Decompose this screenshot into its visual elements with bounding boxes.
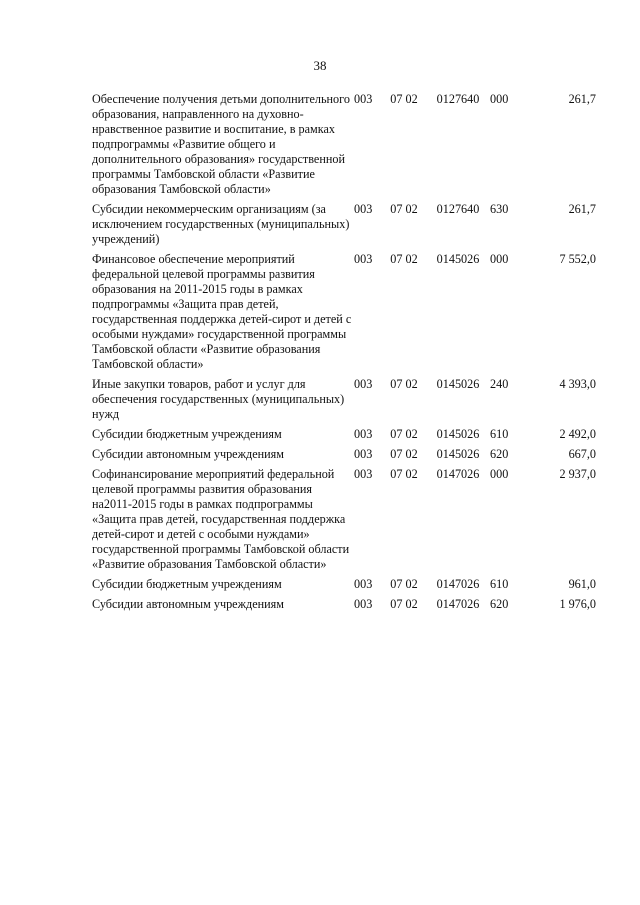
cell-name: Субсидии автономным учреждениям <box>92 597 284 611</box>
cell-name: Обеспечение получения детьми дополнительного образования, направленного на духовно-нравственное развитие и воспитание, в рамках подпрограммы «Развитие общего и дополнительного образования» государственной программы Тамбовской области «Развитие образования Тамбовской области» <box>92 92 350 196</box>
table-row <box>92 577 596 597</box>
cell-sum: 7 552,0 <box>559 252 596 266</box>
cell-sum: 2 937,0 <box>559 467 596 481</box>
cell-vr: 610 <box>490 577 509 591</box>
budget-table <box>92 92 596 617</box>
cell-vr: 000 <box>490 252 509 266</box>
cell-ved: 003 <box>354 427 373 441</box>
cell-ved: 003 <box>354 92 373 106</box>
cell-name: Финансовое обеспечение мероприятий федеральной целевой программы развития образования на 2011-2015 годы в рамках подпрограммы «Защита прав детей, государственная поддержка детей-сирот и детей с особыми нуждами» государственной программы Тамбовской области «Развитие образования Тамбовской области» <box>92 252 352 371</box>
cell-csr: 0127640 <box>436 202 480 216</box>
cell-ved: 003 <box>354 447 373 461</box>
cell-rz: 07 02 <box>390 427 418 441</box>
cell-name: Субсидии бюджетным учреждениям <box>92 427 282 441</box>
cell-sum: 4 393,0 <box>559 377 596 391</box>
cell-csr: 0145026 <box>436 447 480 461</box>
cell-sum: 961,0 <box>568 577 596 591</box>
cell-vr: 240 <box>490 377 509 391</box>
cell-rz: 07 02 <box>390 447 418 461</box>
cell-rz: 07 02 <box>390 92 418 106</box>
cell-name: Субсидии некоммерческим организациям (за исключением государственных (муниципальных) учреждений) <box>92 202 350 246</box>
cell-sum: 2 492,0 <box>559 427 596 441</box>
cell-name: Субсидии автономным учреждениям <box>92 447 284 461</box>
cell-vr: 620 <box>490 597 509 611</box>
cell-name: Субсидии бюджетным учреждениям <box>92 577 282 591</box>
cell-rz: 07 02 <box>390 467 418 481</box>
page-number: 38 <box>313 58 327 73</box>
cell-vr: 000 <box>490 467 509 481</box>
table-row <box>92 467 596 577</box>
cell-sum: 261,7 <box>568 92 596 106</box>
cell-csr: 0147026 <box>436 467 480 481</box>
cell-sum: 1 976,0 <box>559 597 596 611</box>
cell-rz: 07 02 <box>390 252 418 266</box>
table-row <box>92 202 596 252</box>
cell-csr: 0147026 <box>436 577 480 591</box>
cell-ved: 003 <box>354 377 373 391</box>
cell-csr: 0127640 <box>436 92 480 106</box>
cell-rz: 07 02 <box>390 597 418 611</box>
cell-ved: 003 <box>354 202 373 216</box>
table-row <box>92 447 596 467</box>
table-row <box>92 597 596 617</box>
cell-vr: 610 <box>490 427 509 441</box>
table-row <box>92 377 596 427</box>
cell-sum: 667,0 <box>568 447 596 461</box>
table-row <box>92 427 596 447</box>
cell-name: Иные закупки товаров, работ и услуг для обеспечения государственных (муниципальных) нужд <box>92 377 345 421</box>
cell-rz: 07 02 <box>390 202 418 216</box>
cell-vr: 000 <box>490 92 509 106</box>
cell-ved: 003 <box>354 467 373 481</box>
cell-csr: 0145026 <box>436 427 480 441</box>
cell-csr: 0147026 <box>436 597 480 611</box>
cell-ved: 003 <box>354 597 373 611</box>
cell-rz: 07 02 <box>390 577 418 591</box>
cell-name: Софинансирование мероприятий федеральной целевой программы развития образования на2011-2015 годы в рамках подпрограммы «Защита прав детей, государственная поддержка детей-сирот и детей с особыми нуждами» государственной программы Тамбовской области «Развитие образования Тамбовской области» <box>92 467 350 571</box>
cell-csr: 0145026 <box>436 377 480 391</box>
cell-rz: 07 02 <box>390 377 418 391</box>
cell-vr: 620 <box>490 447 509 461</box>
cell-vr: 630 <box>490 202 509 216</box>
table-row <box>92 92 596 202</box>
table-row <box>92 252 596 377</box>
cell-csr: 0145026 <box>436 252 480 266</box>
cell-sum: 261,7 <box>568 202 596 216</box>
cell-ved: 003 <box>354 252 373 266</box>
cell-ved: 003 <box>354 577 373 591</box>
table-body <box>92 92 596 617</box>
